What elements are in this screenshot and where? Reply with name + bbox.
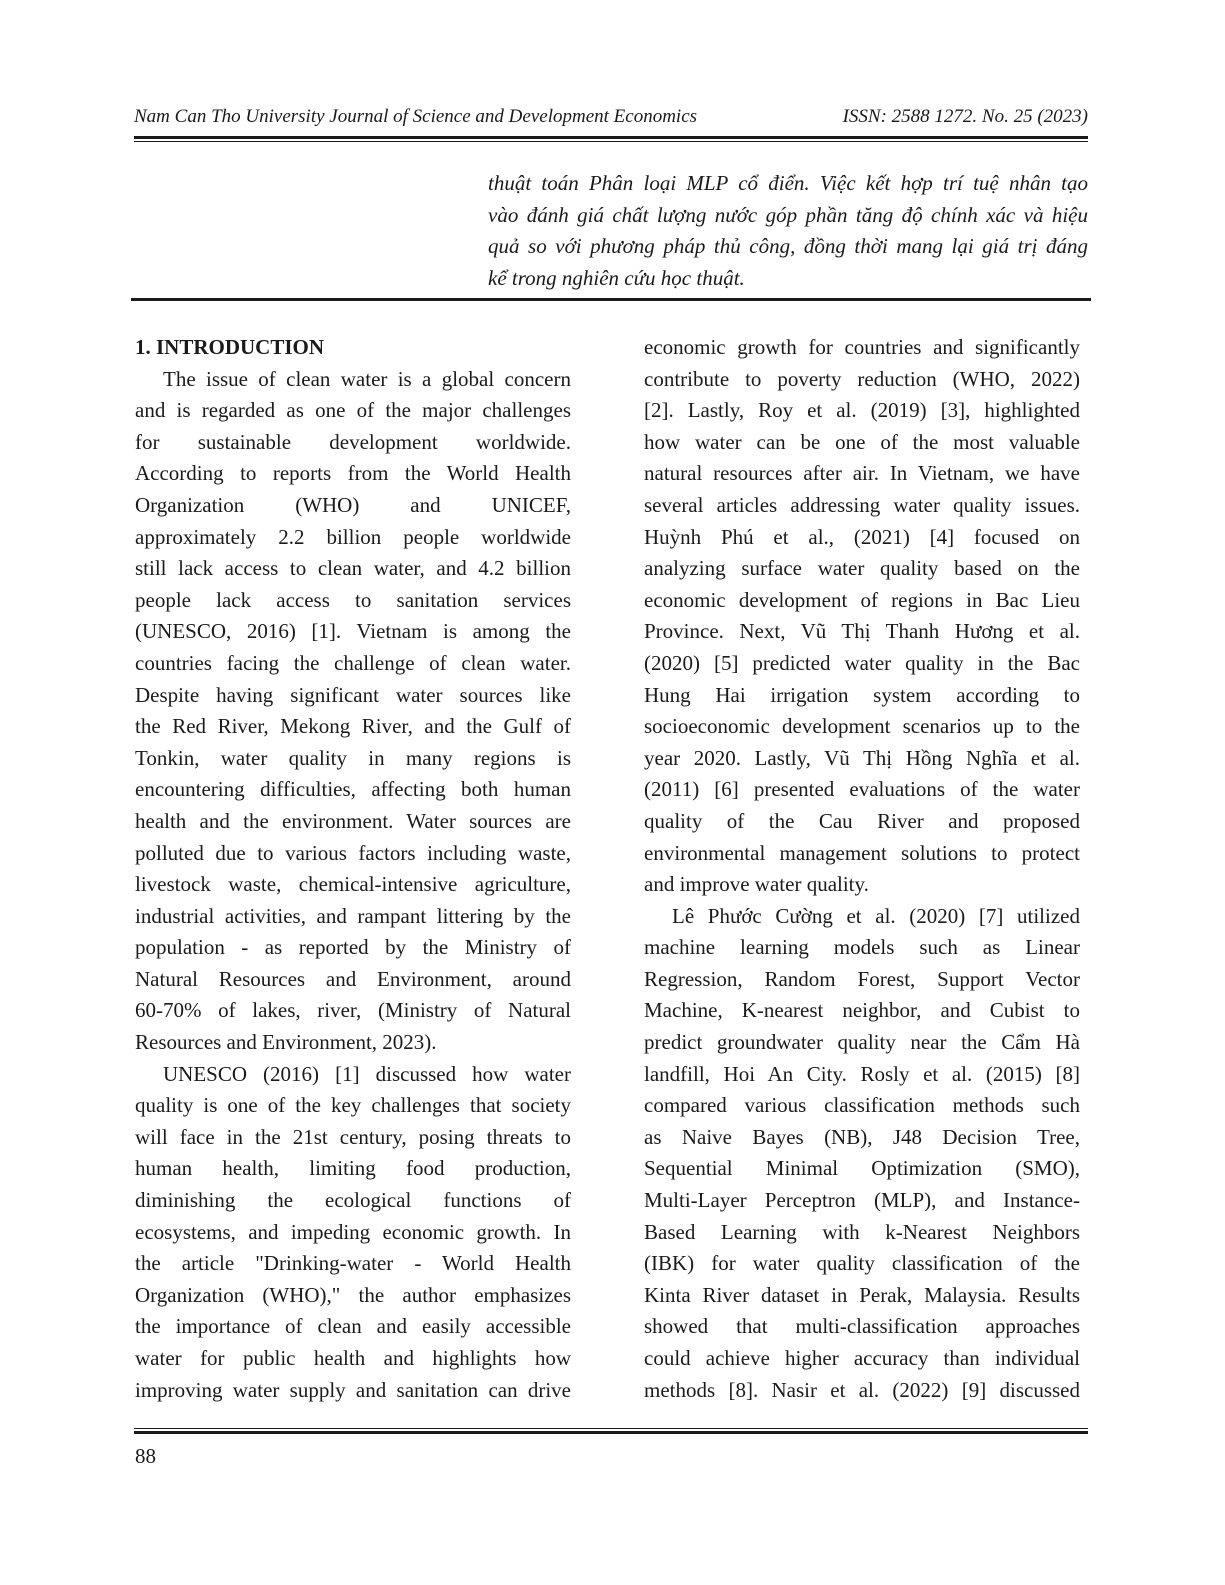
body-line: Based Learning with k-Nearest Neighbors: [644, 1219, 1080, 1244]
body-line: 60-70% of lakes, river, (Ministry of Natural: [135, 998, 571, 1023]
body-line: Organization (WHO) and UNICEF,: [135, 492, 571, 517]
body-line: (2020) [5] predicted water quality in the Bac: [644, 650, 1080, 675]
body-line: improving water supply and sanitation can drive: [135, 1377, 571, 1402]
body-line: the article "Drinking-water - World Health: [135, 1251, 571, 1276]
journal-title: Nam Can Tho University Journal of Science and Development Economics: [134, 106, 698, 127]
body-line: ecosystems, and impeding economic growth. In: [135, 1219, 571, 1244]
body-line: quality is one of the key challenges that society: [135, 1093, 571, 1118]
body-line: Kinta River dataset in Perak, Malaysia. Results: [644, 1282, 1080, 1307]
body-line: (IBK) for water quality classification of the: [644, 1251, 1080, 1276]
body-line: environmental management solutions to protect: [644, 840, 1080, 865]
body-line: Tonkin, water quality in many regions is: [135, 745, 571, 770]
issn-issue: ISSN: 2588 1272. No. 25 (2023): [842, 106, 1088, 127]
body-line: and improve water quality.: [644, 872, 869, 897]
right-column: [644, 332, 1080, 1406]
page-number: 88: [135, 1444, 156, 1468]
body-line: economic growth for countries and significantly: [644, 335, 1080, 359]
body-line: (2011) [6] presented evaluations of the water: [644, 777, 1080, 802]
body-line: Huỳnh Phú et al., (2021) [4] focused on: [644, 524, 1080, 549]
abstract-line: kể trong nghiên cứu học thuật.: [488, 265, 745, 290]
body-line: approximately 2.2 billion people worldwide: [135, 524, 571, 549]
body-line: machine learning models such as Linear: [644, 935, 1080, 960]
body-line: Multi-Layer Perceptron (MLP), and Instance-: [644, 1188, 1080, 1213]
body-line: year 2020. Lastly, Vũ Thị Hồng Nghĩa et al.: [644, 745, 1080, 770]
body-line: water for public health and highlights how: [135, 1346, 571, 1370]
body-line: Province. Next, Vũ Thị Thanh Hương et al.: [644, 619, 1080, 644]
body-line: Hung Hai irrigation system according to: [644, 682, 1080, 707]
body-line: methods [8]. Nasir et al. (2022) [9] discussed: [644, 1377, 1080, 1402]
body-line: compared various classification methods such: [644, 1093, 1080, 1118]
body-line: population - as reported by the Ministry of: [135, 935, 571, 960]
section-heading: 1. INTRODUCTION: [135, 335, 325, 359]
body-line: showed that multi-classification approaches: [644, 1314, 1080, 1339]
body-line: socioeconomic development scenarios up to the: [644, 714, 1080, 739]
header-rule: [134, 136, 1088, 142]
body-line: economic development of regions in Bac Lieu: [644, 587, 1080, 612]
body-line: people lack access to sanitation services: [135, 587, 571, 612]
body-line: Sequential Minimal Optimization (SMO),: [644, 1156, 1080, 1181]
body-line: industrial activities, and rampant littering by the: [135, 903, 571, 928]
abstract-rule: [131, 298, 1091, 301]
body-line: countries facing the challenge of clean water.: [135, 650, 571, 675]
body-line: [2]. Lastly, Roy et al. (2019) [3], highlighted: [644, 398, 1080, 423]
abstract-line: vào đánh giá chất lượng nước góp phần tăng độ chính xác và hiệu: [488, 202, 1088, 227]
abstract-line: quả so với phương pháp thủ công, đồng thời mang lại giá trị đáng: [488, 234, 1088, 259]
body-line: as Naive Bayes (NB), J48 Decision Tree,: [644, 1124, 1080, 1149]
body-line: livestock waste, chemical-intensive agriculture,: [135, 872, 571, 897]
body-line: how water can be one of the most valuable: [644, 429, 1080, 454]
body-line: quality of the Cau River and proposed: [644, 808, 1080, 833]
body-line: Regression, Random Forest, Support Vector: [644, 966, 1080, 991]
body-line: encountering difficulties, affecting both human: [135, 777, 571, 802]
footer-rule: [134, 1428, 1088, 1434]
body-line: still lack access to clean water, and 4.2 billion: [135, 556, 571, 581]
body-line: Organization (WHO)," the author emphasizes: [135, 1282, 571, 1307]
body-line: and is regarded as one of the major challenges: [135, 398, 571, 423]
body-line: (UNESCO, 2016) [1]. Vietnam is among the: [135, 619, 571, 644]
body-line: analyzing surface water quality based on the: [644, 556, 1080, 581]
body-line: Despite having significant water sources like: [135, 682, 571, 707]
body-line: the Red River, Mekong River, and the Gulf of: [135, 714, 571, 739]
body-line: human health, limiting food production,: [135, 1156, 571, 1181]
vietnamese-abstract-tail: [488, 168, 1088, 294]
body-line: the importance of clean and easily accessible: [135, 1314, 571, 1339]
body-line: diminishing the ecological functions of: [135, 1188, 571, 1213]
body-line: polluted due to various factors including waste,: [135, 840, 571, 865]
body-line: landfill, Hoi An City. Rosly et al. (2015) [8]: [644, 1061, 1080, 1086]
body-line: Natural Resources and Environment, around: [135, 966, 571, 991]
body-line: The issue of clean water is a global concern: [163, 366, 571, 391]
body-line: health and the environment. Water sources are: [135, 808, 571, 833]
body-line: Resources and Environment, 2023).: [135, 1030, 437, 1055]
running-header: [134, 100, 1088, 134]
body-line: contribute to poverty reduction (WHO, 2022): [644, 366, 1080, 391]
body-line: will face in the 21st century, posing threats to: [135, 1124, 571, 1149]
body-line: for sustainable development worldwide.: [135, 429, 571, 454]
abstract-line: thuật toán Phân loại MLP cổ điển. Việc kết hợp trí tuệ nhân tạo: [488, 171, 1088, 195]
body-line: could achieve higher accuracy than individual: [644, 1346, 1080, 1370]
body-line: Lê Phước Cường et al. (2020) [7] utilized: [672, 903, 1080, 928]
body-line: UNESCO (2016) [1] discussed how water: [163, 1061, 571, 1086]
left-column: [135, 332, 571, 1406]
body-line: Machine, K-nearest neighbor, and Cubist to: [644, 998, 1080, 1023]
body-line: several articles addressing water quality issues.: [644, 492, 1080, 517]
body-line: According to reports from the World Health: [135, 461, 571, 486]
body-line: natural resources after air. In Vietnam, we have: [644, 461, 1080, 486]
body-line: predict groundwater quality near the Cẩm Hà: [644, 1030, 1080, 1055]
